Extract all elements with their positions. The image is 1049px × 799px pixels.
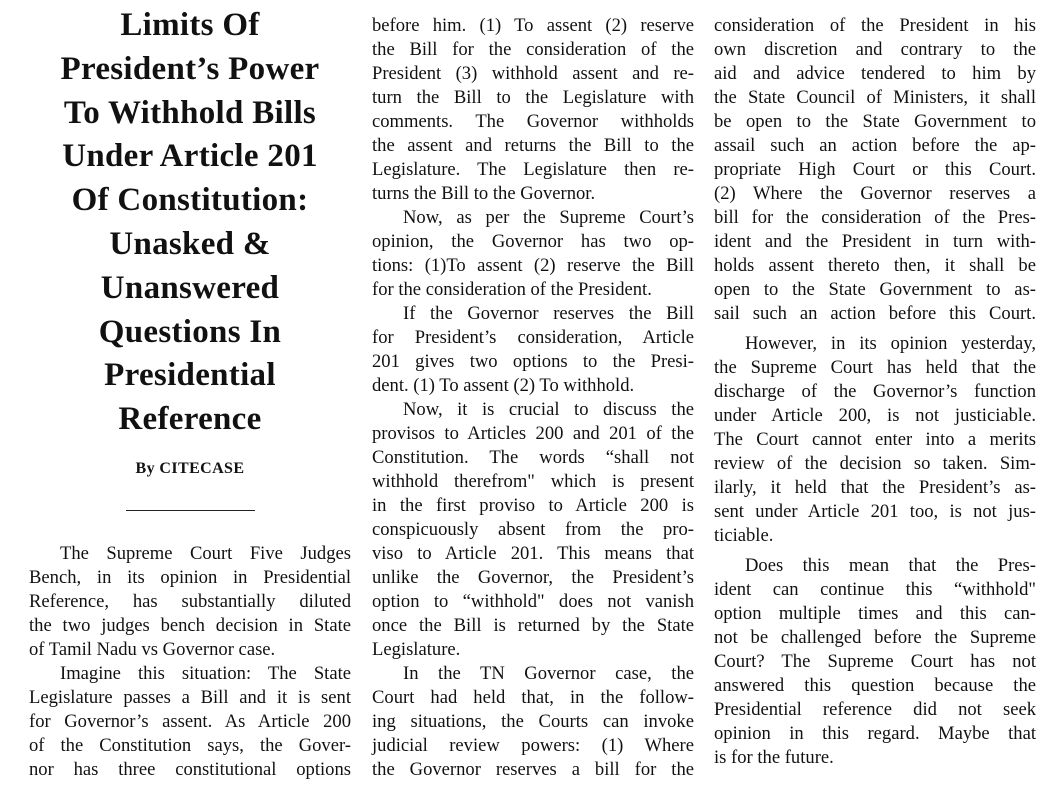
text-line: review of the decision so taken. Sim- bbox=[714, 453, 1036, 474]
article-byline: By CITECASE bbox=[135, 460, 245, 477]
text-line: in the first proviso to Article 200 is bbox=[372, 495, 694, 516]
paragraph bbox=[29, 542, 351, 662]
text-line: the Supreme Court has held that the bbox=[714, 357, 1036, 378]
text-line: under Article 200, is not justiciable. bbox=[714, 405, 1036, 426]
text-line: for the consideration of the President. bbox=[372, 279, 652, 300]
text-line: Court had held that, in the follow- bbox=[372, 687, 694, 708]
text-line: of the Constitution says, the Gover- bbox=[29, 735, 351, 756]
text-line: unlike the Governor, the President’s bbox=[372, 567, 694, 588]
text-line: Court? The Supreme Court has not bbox=[714, 651, 1036, 672]
text-line: the Governor reserves a bill for the bbox=[372, 759, 694, 780]
text-line: In the TN Governor case, the bbox=[403, 663, 694, 684]
paragraph bbox=[372, 302, 694, 398]
text-line: (2) Where the Governor reserves a bbox=[714, 183, 1036, 204]
text-line: propriate High Court or this Court. bbox=[714, 159, 1036, 180]
paragraph bbox=[714, 332, 1036, 548]
text-line: Now, as per the Supreme Court’s bbox=[403, 207, 694, 228]
text-line: the Bill for the consideration of the bbox=[372, 39, 694, 60]
text-line: If the Governor reserves the Bill bbox=[403, 303, 694, 324]
paragraph bbox=[372, 662, 694, 782]
text-line: President (3) withhold assent and re- bbox=[372, 63, 694, 84]
title-line: Questions In bbox=[98, 313, 282, 350]
text-line: The Court cannot enter into a merits bbox=[714, 429, 1036, 450]
title-divider bbox=[126, 510, 255, 511]
text-line: holds assent thereto then, it shall be bbox=[714, 255, 1036, 276]
text-line: the State Council of Ministers, it shall bbox=[714, 87, 1036, 108]
text-line: bill for the consideration of the Pres- bbox=[714, 207, 1036, 228]
text-line: assail such an action before the ap- bbox=[714, 135, 1036, 156]
paragraph bbox=[714, 554, 1036, 770]
text-line: tions: (1)To assent (2) reserve the Bill bbox=[372, 255, 694, 276]
text-line: judicial review powers: (1) Where bbox=[372, 735, 694, 756]
text-line: ident and the President in turn with- bbox=[714, 231, 1036, 252]
text-line: opinion in this regard. Maybe that bbox=[714, 723, 1036, 744]
text-line: own discretion and contrary to the bbox=[714, 39, 1036, 60]
title-line: Limits Of bbox=[120, 7, 260, 43]
paragraph bbox=[29, 662, 351, 782]
text-line: of Tamil Nadu vs Governor case. bbox=[29, 639, 276, 660]
text-line: turns the Bill to the Governor. bbox=[372, 183, 596, 204]
paragraph bbox=[372, 14, 694, 206]
text-line: provisos to Articles 200 and 201 of the bbox=[372, 423, 694, 444]
text-line: option to “withhold" does not vanish bbox=[372, 591, 694, 612]
article-title bbox=[29, 4, 351, 442]
text-line: ident can continue this “withhold" bbox=[714, 579, 1036, 600]
text-line: However, in its opinion yesterday, bbox=[745, 333, 1036, 354]
title-line: Presidential bbox=[104, 357, 276, 394]
text-line: sail such an action before this Court. bbox=[714, 303, 1036, 324]
title-line: To Withhold Bills bbox=[63, 94, 317, 131]
text-line: not be challenged before the Supreme bbox=[714, 627, 1036, 648]
text-line: be open to the State Government to bbox=[714, 111, 1036, 132]
title-line: Reference bbox=[118, 401, 262, 438]
text-line: opinion, the Governor has two op- bbox=[372, 231, 694, 252]
text-line: the two judges bench decision in State bbox=[29, 615, 351, 636]
text-line: Does this mean that the Pres- bbox=[745, 555, 1036, 576]
title-line: President’s Power bbox=[60, 50, 320, 87]
text-line: comments. The Governor withholds bbox=[372, 111, 694, 132]
text-line: for President’s consideration, Article bbox=[372, 327, 694, 348]
text-line: is for the future. bbox=[714, 747, 834, 768]
text-line: Legislature. bbox=[372, 639, 461, 660]
text-line: once the Bill is returned by the State bbox=[372, 615, 694, 636]
text-line: viso to Article 201. This means that bbox=[372, 543, 694, 564]
text-line: consideration of the President in his bbox=[714, 15, 1036, 36]
text-line: Bench, in its opinion in Presidential bbox=[29, 567, 351, 588]
text-line: Legislature. The Legislature then re- bbox=[372, 159, 694, 180]
paragraph bbox=[372, 206, 694, 302]
text-line: turn the Bill to the Legislature with bbox=[372, 87, 694, 108]
title-line: Unanswered bbox=[100, 269, 280, 306]
title-line: Unasked & bbox=[109, 225, 271, 262]
text-line: withhold therefrom" which is present bbox=[372, 471, 694, 492]
text-line: 201 gives two options to the Presi- bbox=[372, 351, 694, 372]
text-line: ilarly, it held that the President’s as- bbox=[714, 477, 1036, 498]
text-line: open to the State Government to as- bbox=[714, 279, 1036, 300]
column-2 bbox=[372, 14, 694, 782]
text-line: Presidential reference did not seek bbox=[714, 699, 1036, 720]
text-line: nor has three constitutional options bbox=[29, 759, 351, 780]
text-line: Constitution. The words “shall not bbox=[372, 447, 694, 468]
text-line: conspicuously absent from the pro- bbox=[372, 519, 694, 540]
text-line: Imagine this situation: The State bbox=[60, 663, 351, 684]
text-line: answered this question because the bbox=[714, 675, 1036, 696]
title-line: Of Constitution: bbox=[71, 182, 309, 219]
text-line: discharge of the Governor’s function bbox=[714, 381, 1036, 402]
text-line: for Governor’s assent. As Article 200 bbox=[29, 711, 351, 732]
column-3 bbox=[714, 14, 1036, 770]
text-line: Reference, has substantially diluted bbox=[29, 591, 351, 612]
text-line: the assent and returns the Bill to the bbox=[372, 135, 694, 156]
text-line: The Supreme Court Five Judges bbox=[60, 543, 351, 564]
text-line: before him. (1) To assent (2) reserve bbox=[372, 15, 694, 36]
text-line: ing situations, the Courts can invoke bbox=[372, 711, 694, 732]
text-line: Now, it is crucial to discuss the bbox=[403, 399, 694, 420]
paragraph bbox=[714, 14, 1036, 326]
text-line: Legislature passes a Bill and it is sent bbox=[29, 687, 351, 708]
text-line: sent under Article 201 too, is not jus- bbox=[714, 501, 1036, 522]
column-1 bbox=[29, 542, 351, 782]
title-line: Under Article 201 bbox=[62, 138, 318, 175]
text-line: option multiple times and this can- bbox=[714, 603, 1036, 624]
text-line: aid and advice tendered to him by bbox=[714, 63, 1036, 84]
text-line: ticiable. bbox=[714, 525, 774, 546]
paragraph bbox=[372, 398, 694, 662]
text-line: dent. (1) To assent (2) To withhold. bbox=[372, 375, 635, 396]
